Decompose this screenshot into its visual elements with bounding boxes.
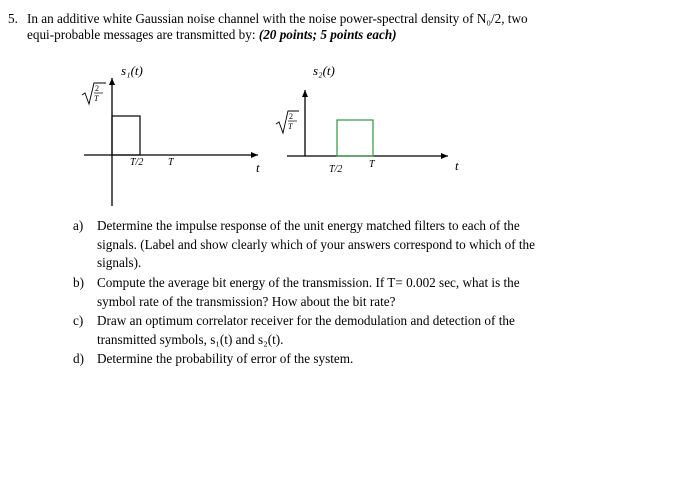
s1-amplitude-label [82,83,106,104]
s1-pulse [112,116,140,155]
s1-tick-half-label: T/2 [130,157,144,168]
s2-tick-full-label: T [369,159,375,170]
part-a-line-1: Determine the impulse response of the unit energy matched filters to each of the [97,218,520,233]
part-b-line-2: symbol rate of the transmission? How about the bit rate? [97,293,396,309]
s2-time-axis-label: t [455,158,459,173]
question-line-2-text: equi-probable messages are transmitted by: [27,27,259,42]
part-c-line-1: Draw an optimum correlator receiver for the demodulation and detection of the [97,313,515,328]
question-line-1: In an additive white Gaussian noise channel with the noise power-spectral density of N₀/2, two [27,11,528,26]
part-a-line-2: signals. (Label and show clearly which of your answers correspond to which of the [97,236,535,252]
s2-tick-half-label: T/2 [329,164,343,175]
part-a-label: a) [73,218,84,233]
s1-signal-label: s₁(t) [121,63,143,78]
part-d-line-1: Determine the probability of error of the system. [97,351,354,366]
part-c-label: c) [73,313,84,328]
s1-time-axis-label: t [256,160,260,175]
s1-tick-full-label: T [168,157,174,168]
s2-pulse [337,120,373,156]
figure-s1 [82,63,260,206]
part-b-label: b) [73,275,84,290]
part-a-line-3: signals). [97,255,142,270]
part-d-label: d) [73,351,84,366]
s2-amplitude-label [276,111,299,133]
s2-amp-numerator: 2 [289,112,293,121]
part-b-line-1: Compute the average bit energy of the transmission. If T= 0.002 sec, what is the [97,275,520,290]
figure-s2 [276,63,459,175]
s1-amp-numerator: 2 [95,84,99,93]
s2-signal-label: s₂(t) [313,63,335,78]
part-c-line-2: transmitted symbols, s₁(t) and s₂(t). [97,331,284,347]
s2-amp-denominator: T [288,122,293,131]
question-points: (20 points; 5 points each) [258,27,397,42]
signal-figures [0,0,683,220]
s1-amp-denominator: T [94,94,99,103]
question-number: 5. [8,11,18,26]
